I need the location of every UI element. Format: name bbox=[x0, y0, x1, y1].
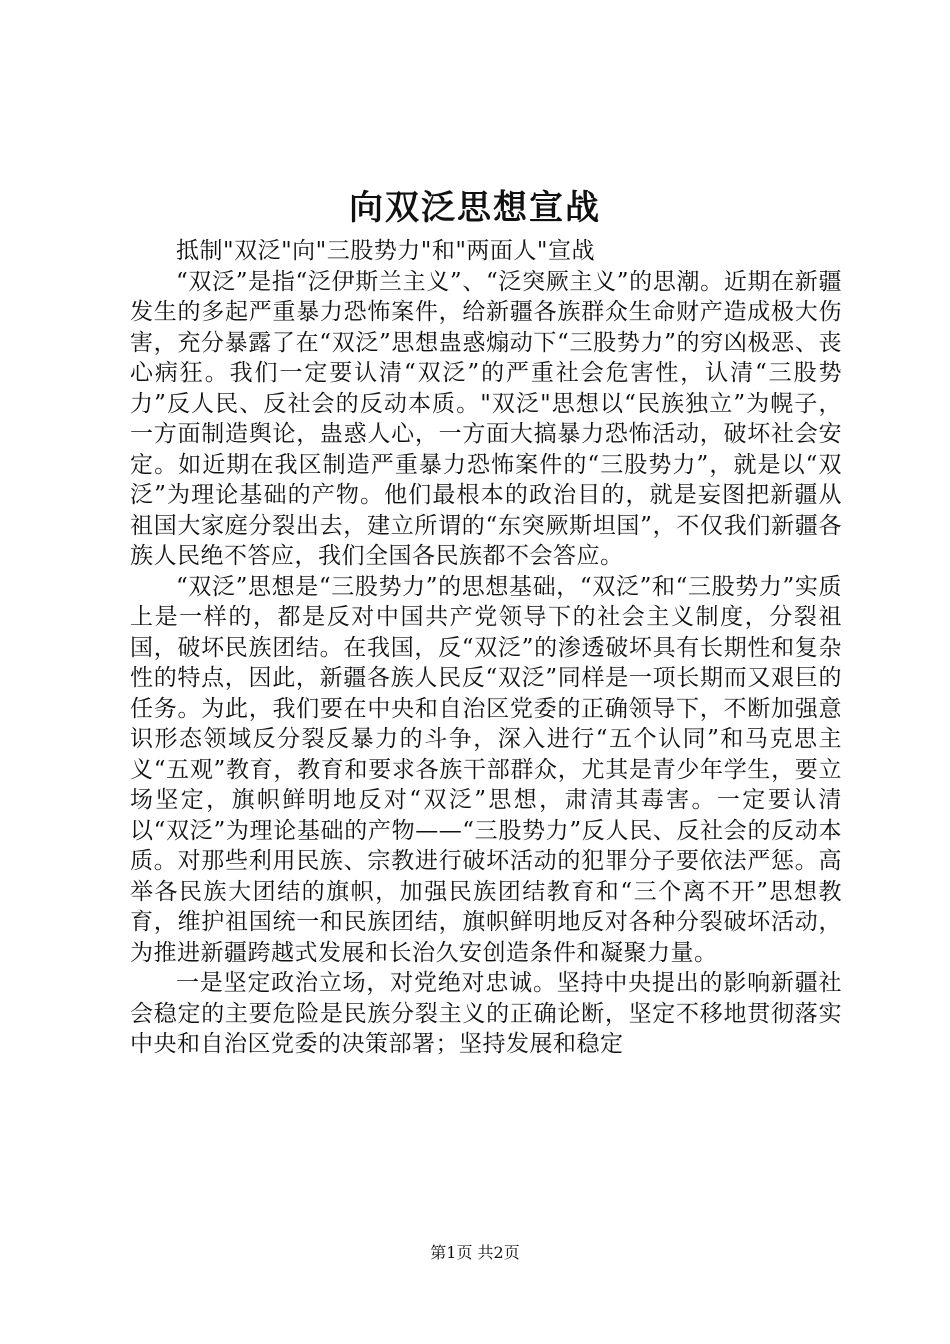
document-title: 向双泛思想宣战 bbox=[349, 188, 601, 228]
paragraph-1: “双泛”是指“泛伊斯兰主义”、“泛突厥主义”的思潮。近期在新疆发生的多起严重暴力恐怖案件，给新疆各族群众生命财产造成极大伤害，充分暴露了在“双泛”思想蛊惑煽动下“三股势力”的穷凶极恶、丧心病狂。我们一定要认清“双泛”的严重社会危害性，认清“三股势力”反人民、反社会的反动本质。"双泛"思想以“民族独立”为幌子，一方面制造舆论，蛊惑人心，一方面大搞暴力恐怖活动，破坏社会安定。如近期在我区制造严重暴力恐怖案件的“三股势力”，就是以“双泛”为理论基础的产物。他们最根本的政治目的，就是妄图把新疆从祖国大家庭分裂出去，建立所谓的“东突厥斯坦国”，不仅我们新疆各族人民绝不答应，我们全国各民族都不会答应。 bbox=[130, 268, 842, 569]
paragraph-2: “双泛”思想是“三股势力”的思想基础，“双泛”和“三股势力”实质上是一样的，都是反对中国共产党领导下的社会主义制度，分裂祖国，破坏民族团结。在我国，反“双泛”的渗透破坏具有长期性和复杂性的特点，因此，新疆各族人民反“双泛”同样是一项长期而又艰巨的任务。为此，我们要在中央和自治区党委的正确领导下，不断加强意识形态领域反分裂反暴力的斗争，深入进行“五个认同”和马克思主义“五观”教育，教育和要求各族干部群众，尤其是青少年学生，要立场坚定，旗帜鲜明地反对“双泛”思想，肃清其毒害。一定要认清以“双泛”为理论基础的产物——“三股势力”反人民、反社会的反动本质。对那些利用民族、宗教进行破坏活动的犯罪分子要依法严惩。高举各民族大团结的旗帜，加强民族团结教育和“三个离不开”思想教育，维护祖国统一和民族团结，旗帜鲜明地反对各种分裂破坏活动，为推进新疆跨越式发展和长治久安创造条件和凝聚力量。 bbox=[130, 573, 842, 966]
paragraph-subtitle: 抵制"双泛"向"三股势力"和"两面人"宣战 bbox=[176, 238, 595, 264]
paragraph-3: 一是坚定政治立场，对党绝对忠诚。坚持中央提出的影响新疆社会稳定的主要危险是民族分裂主义的正确论断，坚定不移地贯彻落实中央和自治区党委的决策部署；坚持发展和稳定 bbox=[130, 970, 842, 1057]
page-footer: 第1页 共2页 bbox=[430, 1243, 520, 1262]
document-body bbox=[130, 236, 842, 1060]
